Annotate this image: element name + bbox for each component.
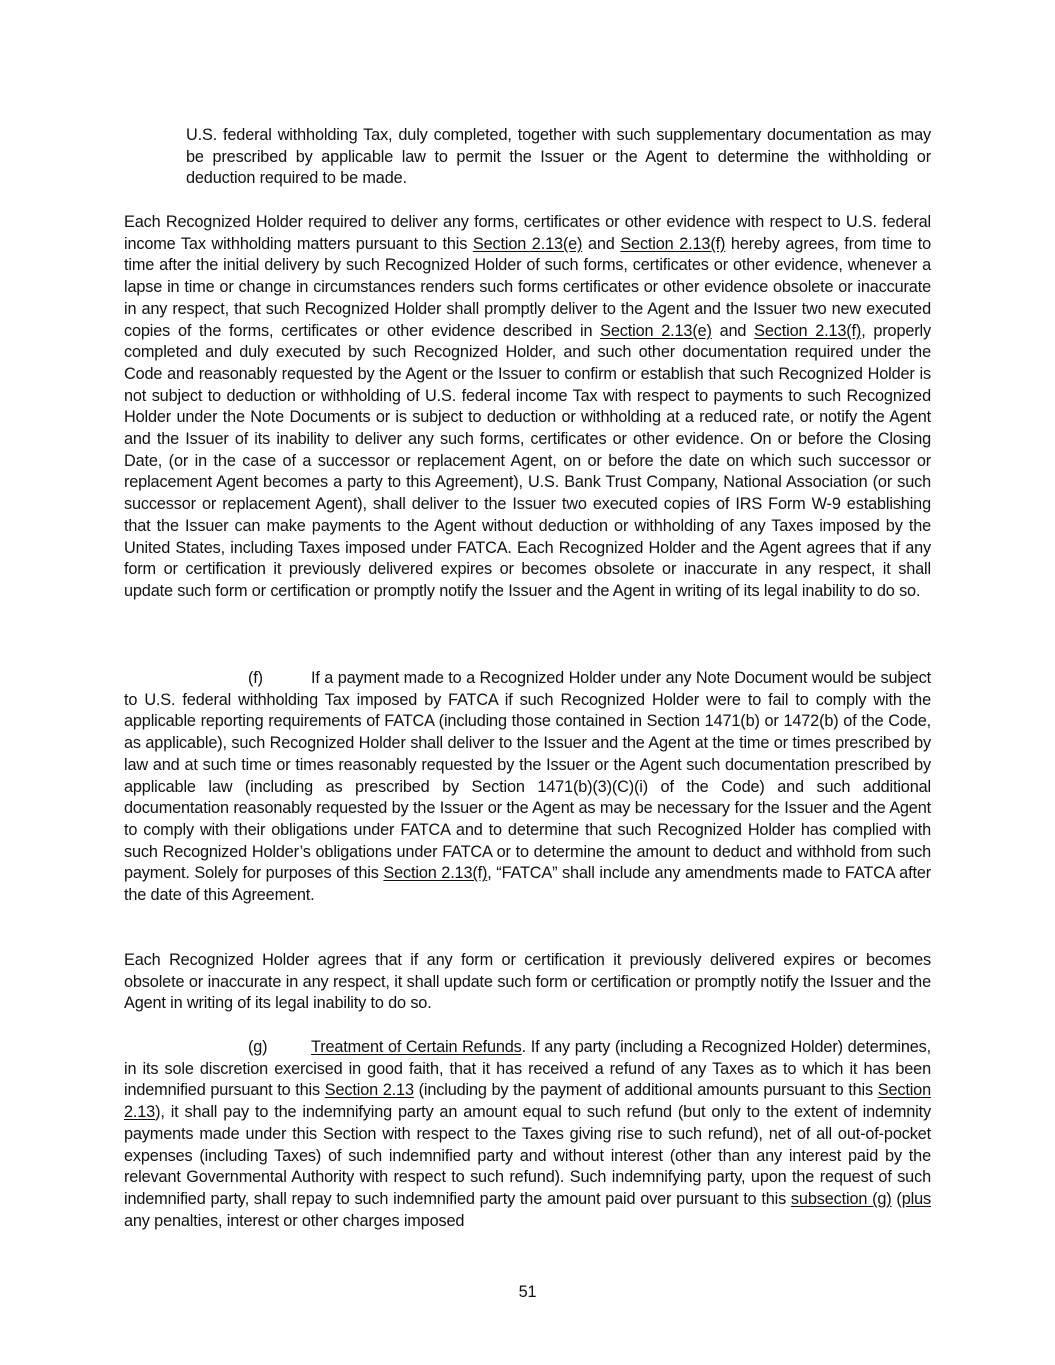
section-reference: Section 2.13(f) xyxy=(383,864,488,883)
section-reference: Section 2.13 xyxy=(324,1081,414,1100)
clause-label: (f) xyxy=(248,669,263,687)
text-run: . If any party (including a Recognized Holder) determines, in its sole discretion exercised in good faith, that it has received a refund of any Taxes as to which it has been indemnified pursuant to this xyxy=(124,1038,931,1100)
text-run: hereby agrees, from time to time after the initial delivery by such Recognized Holder of such forms, certificates or other evidence, whenever a lapse in time or change in circumstances renders such forms certificates or other evidence obsolete or inaccurate in any respect, that such Recognized Holder shall promptly deliver to the Agent and the Issuer two new executed copies of the forms, certificates or other evidence described in xyxy=(124,234,931,340)
text-run: , “FATCA” shall include any amendments made to FATCA after the date of this Agreement. xyxy=(124,864,931,905)
paragraph-f-fatca xyxy=(124,668,931,907)
section-reference: Section 2.13(e) xyxy=(600,321,712,340)
page-number: 51 xyxy=(518,1283,537,1301)
text-run: Each Recognized Holder required to deliver any forms, certificates or other evidence with respect to U.S. federal income Tax withholding matters pursuant to this xyxy=(124,213,931,253)
section-reference: subsection (g) xyxy=(790,1189,892,1208)
paragraph-update-forms: Each Recognized Holder agrees that if any form or certification it previously delivered expires or becomes obsolete or inaccurate in any respect, it shall update such form or certification or promptly notify the Issuer and the Agent in writing of its legal inability to do so. xyxy=(124,951,931,1013)
text-run: (including by the payment of additional amounts pursuant to this xyxy=(413,1081,878,1100)
emphasis-term: plus xyxy=(901,1189,931,1208)
text-run: and xyxy=(582,234,621,253)
section-reference: Section 2.13(f) xyxy=(620,234,726,253)
text-run: and xyxy=(711,321,755,340)
section-reference: Section 2.13 xyxy=(124,1081,931,1122)
text-run: , properly completed and duly executed by such Recognized Holder, and such other documentation required under the Code and reasonably requested by the Agent or the Issuer to confirm or establish that such Recognized Holder is not subject to deduction or withholding of U.S. federal income Tax with respect to payments to such Recognized Holder under the Note Documents or is subject to deduction or withholding at a reduced rate, or notify the Agent and the Issuer of its inability to deliver any such forms, certificates or other evidence. On or before the Closing Date, (or in the case of a successor or replacement Agent, on or before the date on which such successor or replacement Agent becomes a party to this Agreement), U.S. Bank Trust Company, National Association (or such successor or replacement Agent), shall deliver to the Issuer two executed copies of IRS Form W-9 establishing that the Issuer can make payments to the Agent without deduction or withholding of any Taxes imposed by the United States, including Taxes imposed under FATCA. Each Recognized Holder and the Agent agrees that if any form or certification it previously delivered expires or becomes obsolete or inaccurate in any respect, it shall update such form or certification or promptly notify the Issuer and the Agent in writing of its legal inability to do so. xyxy=(124,321,932,600)
paragraph-continuation: U.S. federal withholding Tax, duly completed, together with such supplementary documentation as may be prescribed by applicable law to permit the Issuer or the Agent to determine the withholding or deduction required to be made. xyxy=(186,126,931,188)
clause-heading: Treatment of Certain Refunds xyxy=(311,1038,522,1056)
paragraph-recognized-holder-forms xyxy=(124,212,931,603)
text-run: If a payment made to a Recognized Holder under any Note Document would be subject to U.S. federal withholding Tax imposed by FATCA if such Recognized Holder were to fail to comply with the applicable reporting requirements of FATCA (including those contained in Section 1471(b) or 1472(b) of the Code, as applicable), such Recognized Holder shall deliver to the Issuer and the Agent at the time or times prescribed by law and at such time or times reasonably requested by the Issuer or the Agent such documentation prescribed by applicable law (including as prescribed by Section 1471(b)(3)(C)(i) of the Code) and such additional documentation reasonably requested by the Issuer or the Agent as may be necessary for the Issuer and the Agent to comply with their obligations under FATCA and to determine that such Recognized Holder has complied with such Recognized Holder’s obligations under FATCA or to determine the amount to deduct and withhold from such payment. Solely for purposes of this xyxy=(124,669,931,883)
text-run: any penalties, interest or other charges imposed xyxy=(124,1211,465,1230)
text-run: ), it shall pay to the indemnifying party an amount equal to such refund (but only to the extent of indemnity payments made under this Section with respect to the Taxes giving rise to such refund), net of all out-of-pocket expenses (including Taxes) of such indemnified party and without interest (other than any interest paid by the relevant Governmental Authority with respect to such refund). Such indemnifying party, upon the request of such indemnified party, shall repay to such indemnified party the amount paid over pursuant to this xyxy=(124,1103,931,1208)
section-reference: Section 2.13(e) xyxy=(472,234,583,253)
clause-label: (g) xyxy=(248,1038,268,1056)
paragraph-g-refunds xyxy=(124,1037,931,1232)
section-reference: Section 2.13(f) xyxy=(754,321,862,340)
text-run: ( xyxy=(891,1189,902,1208)
